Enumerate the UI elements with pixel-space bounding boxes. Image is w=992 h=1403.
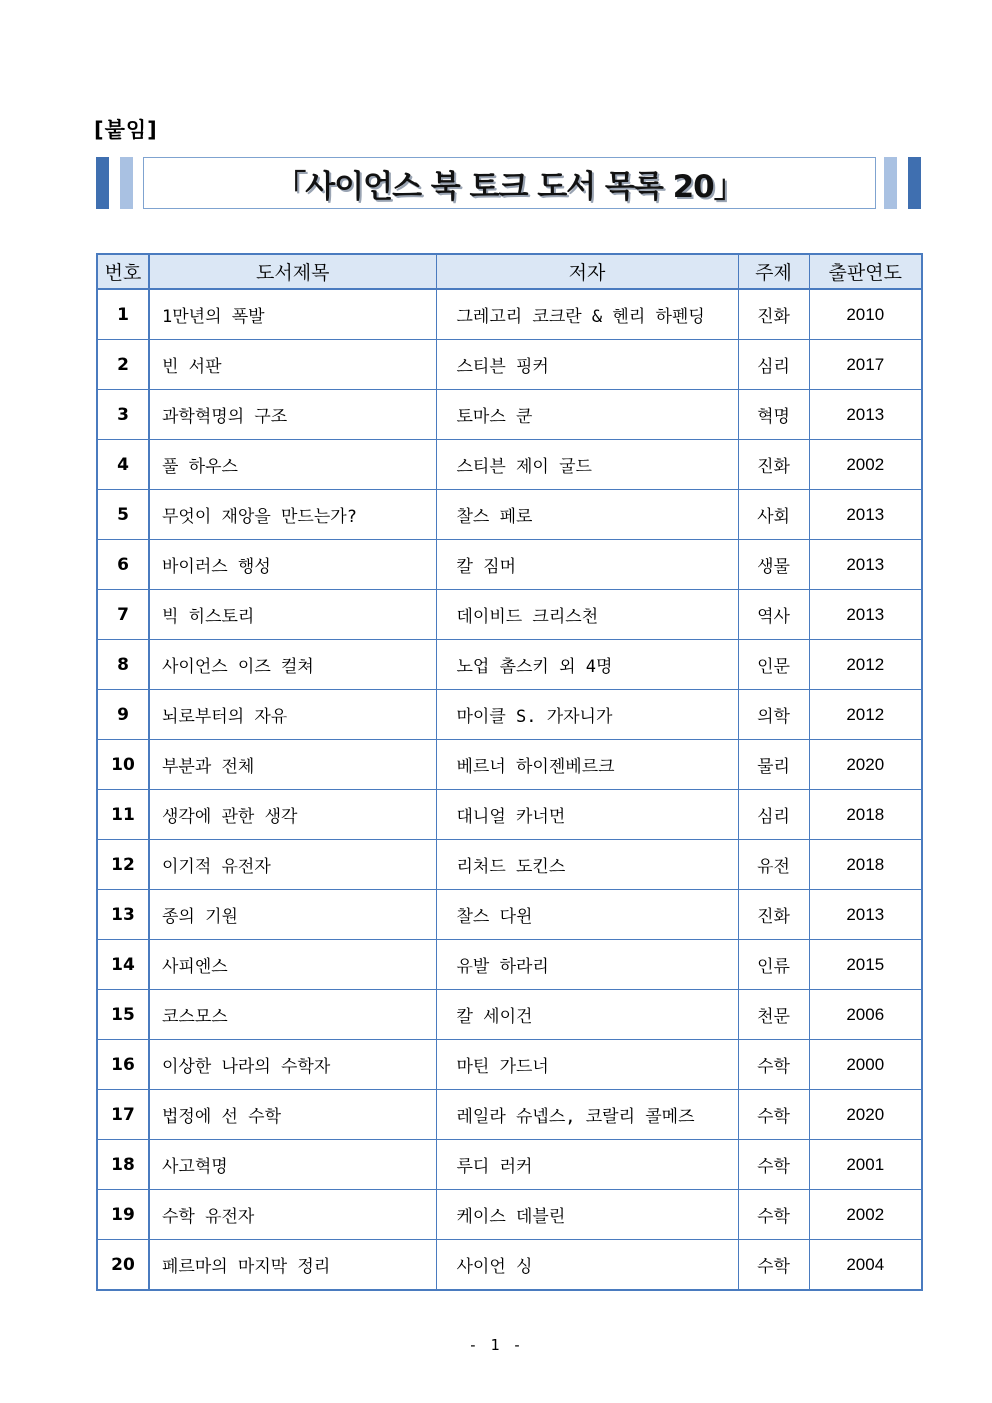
row-year: 2020 — [809, 1090, 922, 1140]
row-year: 2000 — [809, 1040, 922, 1090]
row-book-title: 이상한 나라의 수학자 — [149, 1040, 436, 1090]
row-author: 노업 촘스키 외 4명 — [436, 640, 738, 690]
table-row — [97, 640, 922, 690]
row-topic: 혁명 — [738, 390, 809, 440]
row-num: 16 — [97, 1040, 149, 1090]
table-row — [97, 490, 922, 540]
title-bar-left-dark — [96, 157, 109, 209]
row-year: 2001 — [809, 1140, 922, 1190]
row-topic: 진화 — [738, 890, 809, 940]
row-year: 2013 — [809, 890, 922, 940]
row-book-title: 바이러스 행성 — [149, 540, 436, 590]
title-banner — [96, 157, 921, 209]
table-header-row — [97, 254, 922, 289]
row-num: 18 — [97, 1140, 149, 1190]
row-book-title: 사이언스 이즈 컬쳐 — [149, 640, 436, 690]
title-bar-right-dark — [908, 157, 921, 209]
row-num: 5 — [97, 490, 149, 540]
row-year: 2002 — [809, 440, 922, 490]
title-box — [143, 157, 876, 209]
row-num: 6 — [97, 540, 149, 590]
row-year: 2006 — [809, 990, 922, 1040]
table-row — [97, 289, 922, 340]
row-book-title: 사피엔스 — [149, 940, 436, 990]
row-topic: 진화 — [738, 440, 809, 490]
row-num: 15 — [97, 990, 149, 1040]
table-row — [97, 940, 922, 990]
row-book-title: 이기적 유전자 — [149, 840, 436, 890]
row-author: 마이클 S. 가자니가 — [436, 690, 738, 740]
row-num: 9 — [97, 690, 149, 740]
row-num: 11 — [97, 790, 149, 840]
page-number: - 1 - — [468, 1336, 524, 1354]
row-year: 2004 — [809, 1240, 922, 1291]
row-author: 대니얼 카너먼 — [436, 790, 738, 840]
row-book-title: 빈 서판 — [149, 340, 436, 390]
row-topic: 인류 — [738, 940, 809, 990]
row-topic: 수학 — [738, 1240, 809, 1291]
row-author: 찰스 페로 — [436, 490, 738, 540]
table-row — [97, 440, 922, 490]
row-num: 7 — [97, 590, 149, 640]
row-book-title: 사고혁명 — [149, 1140, 436, 1190]
row-topic: 진화 — [738, 289, 809, 340]
row-num: 19 — [97, 1190, 149, 1240]
attachment-label: [붙임] — [94, 118, 158, 142]
row-book-title: 코스모스 — [149, 990, 436, 1040]
row-year: 2015 — [809, 940, 922, 990]
table-row — [97, 1140, 922, 1190]
row-author: 케이스 데블린 — [436, 1190, 738, 1240]
row-num: 1 — [97, 289, 149, 340]
row-author: 레일라 슈넵스, 코랄리 콜메즈 — [436, 1090, 738, 1140]
title-bar-right-light — [884, 157, 897, 209]
row-num: 14 — [97, 940, 149, 990]
row-topic: 심리 — [738, 340, 809, 390]
table-row — [97, 990, 922, 1040]
table-row — [97, 690, 922, 740]
table-row — [97, 840, 922, 890]
row-author: 유발 하라리 — [436, 940, 738, 990]
row-year: 2002 — [809, 1190, 922, 1240]
header-year: 출판연도 — [809, 254, 922, 289]
row-topic: 심리 — [738, 790, 809, 840]
row-author: 사이언 싱 — [436, 1240, 738, 1291]
row-topic: 수학 — [738, 1040, 809, 1090]
row-author: 스티븐 제이 굴드 — [436, 440, 738, 490]
table-row — [97, 1040, 922, 1090]
document-title: 「사이언스 북 토크 도서 목록 20」 — [275, 168, 744, 205]
row-num: 4 — [97, 440, 149, 490]
row-book-title: 풀 하우스 — [149, 440, 436, 490]
row-year: 2010 — [809, 289, 922, 340]
row-num: 20 — [97, 1240, 149, 1291]
table-body — [97, 289, 922, 1290]
row-year: 2012 — [809, 690, 922, 740]
title-bar-left-light — [120, 157, 133, 209]
row-year: 2013 — [809, 540, 922, 590]
row-year: 2020 — [809, 740, 922, 790]
row-author: 리처드 도킨스 — [436, 840, 738, 890]
header-num: 번호 — [97, 254, 149, 289]
row-year: 2017 — [809, 340, 922, 390]
row-topic: 의학 — [738, 690, 809, 740]
row-book-title: 법정에 선 수학 — [149, 1090, 436, 1140]
row-num: 13 — [97, 890, 149, 940]
row-author: 칼 짐머 — [436, 540, 738, 590]
table-row — [97, 340, 922, 390]
table-row — [97, 1090, 922, 1140]
row-book-title: 빅 히스토리 — [149, 590, 436, 640]
row-book-title: 무엇이 재앙을 만드는가? — [149, 490, 436, 540]
table-row — [97, 740, 922, 790]
header-topic: 주제 — [738, 254, 809, 289]
row-year: 2013 — [809, 490, 922, 540]
row-year: 2012 — [809, 640, 922, 690]
table-row — [97, 1240, 922, 1291]
row-topic: 물리 — [738, 740, 809, 790]
table-row — [97, 390, 922, 440]
row-topic: 역사 — [738, 590, 809, 640]
row-topic: 사회 — [738, 490, 809, 540]
row-book-title: 1만년의 폭발 — [149, 289, 436, 340]
row-num: 2 — [97, 340, 149, 390]
table-row — [97, 1190, 922, 1240]
row-author: 찰스 다윈 — [436, 890, 738, 940]
row-book-title: 과학혁명의 구조 — [149, 390, 436, 440]
row-book-title: 수학 유전자 — [149, 1190, 436, 1240]
table-row — [97, 890, 922, 940]
table-row — [97, 790, 922, 840]
book-list-table — [96, 253, 923, 1291]
row-book-title: 페르마의 마지막 정리 — [149, 1240, 436, 1291]
row-year: 2018 — [809, 840, 922, 890]
row-author: 칼 세이건 — [436, 990, 738, 1040]
row-num: 17 — [97, 1090, 149, 1140]
row-author: 마틴 가드너 — [436, 1040, 738, 1090]
row-author: 루디 러커 — [436, 1140, 738, 1190]
row-author: 스티븐 핑커 — [436, 340, 738, 390]
row-book-title: 부분과 전체 — [149, 740, 436, 790]
row-num: 10 — [97, 740, 149, 790]
table-row — [97, 540, 922, 590]
row-num: 8 — [97, 640, 149, 690]
row-year: 2013 — [809, 390, 922, 440]
row-num: 12 — [97, 840, 149, 890]
row-year: 2013 — [809, 590, 922, 640]
row-topic: 천문 — [738, 990, 809, 1040]
row-topic: 수학 — [738, 1090, 809, 1140]
row-topic: 생물 — [738, 540, 809, 590]
row-author: 그레고리 코크란 & 헨리 하펜딩 — [436, 289, 738, 340]
header-author: 저자 — [436, 254, 738, 289]
header-title: 도서제목 — [149, 254, 436, 289]
row-topic: 수학 — [738, 1140, 809, 1190]
row-num: 3 — [97, 390, 149, 440]
row-topic: 유전 — [738, 840, 809, 890]
row-book-title: 생각에 관한 생각 — [149, 790, 436, 840]
row-author: 토마스 쿤 — [436, 390, 738, 440]
row-author: 데이비드 크리스천 — [436, 590, 738, 640]
row-year: 2018 — [809, 790, 922, 840]
table-row — [97, 590, 922, 640]
row-topic: 인문 — [738, 640, 809, 690]
row-topic: 수학 — [738, 1190, 809, 1240]
row-book-title: 종의 기원 — [149, 890, 436, 940]
row-author: 베르너 하이젠베르크 — [436, 740, 738, 790]
row-book-title: 뇌로부터의 자유 — [149, 690, 436, 740]
